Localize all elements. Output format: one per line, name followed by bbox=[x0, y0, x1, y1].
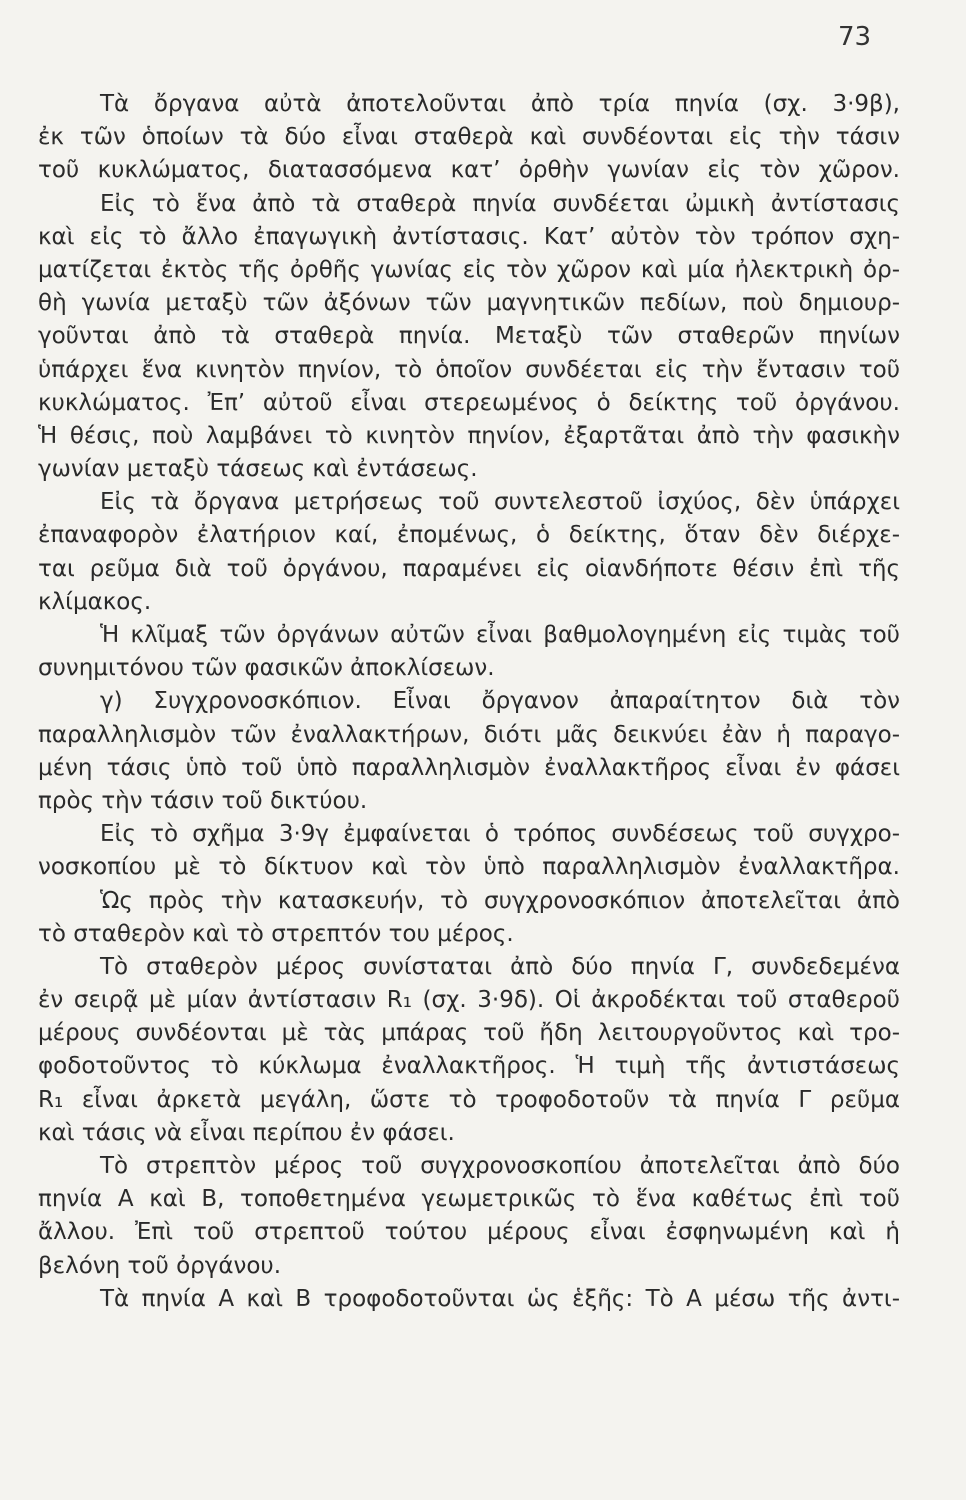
text-line: μέρους συνδέονται μὲ τὰς μπάρας τοῦ ἤδη λειτουργοῦντος καὶ τρο- bbox=[38, 1020, 900, 1047]
text-line: Εἰς τὸ ἕνα ἀπὸ τὰ σταθερὰ πηνία συνδέεται ὠμικὴ ἀντίστασις bbox=[100, 190, 900, 217]
text-line: Ἡ κλῖμαξ τῶν ὀργάνων αὐτῶν εἶναι βαθμολογημένη εἰς τιμὰς τοῦ bbox=[100, 622, 900, 648]
text-line: παραλληλισμὸν τῶν ἐναλλακτήρων, διότι μᾶς δεικνύει ἐὰν ἡ παραγο- bbox=[38, 721, 900, 748]
text-line: κλίμακος. bbox=[38, 588, 152, 615]
text-line: θὴ γωνία μεταξὺ τῶν ἀξόνων τῶν μαγνητικῶν πεδίων, ποὺ δημιουρ- bbox=[38, 290, 900, 317]
text-line: μένη τάσις ὑπὸ τοῦ ὑπὸ παραλληλισμὸν ἐναλλακτῆρος εἶναι ἐν φάσει bbox=[38, 754, 900, 781]
section-heading-line: γ) Συγχρονοσκόπιον. Εἶναι ὄργανον ἀπαραίτητον διὰ τὸν bbox=[100, 688, 900, 715]
text-line: πηνία Α καὶ Β, τοποθετημένα γεωμετρικῶς τὸ ἕνα καθέτως ἐπὶ τοῦ bbox=[38, 1186, 900, 1213]
text-line: ἐπαναφορὸν ἐλατήριον καί, ἐπομένως, ὁ δείκτης, ὅταν δὲν διέρχε- bbox=[38, 522, 900, 549]
text-line: βελόνη τοῦ ὀργάνου. bbox=[38, 1252, 282, 1279]
text-line: Εἰς τὸ σχῆμα 3·9γ ἐμφαίνεται ὁ τρόπος συνδέσεως τοῦ συγχρο- bbox=[100, 821, 900, 848]
text-line: νοσκοπίου μὲ τὸ δίκτυον καὶ τὸν ὑπὸ παραλληλισμὸν ἐναλλακτῆρα. bbox=[38, 854, 900, 881]
text-line: ματίζεται ἐκτὸς τῆς ὀρθῆς γωνίας εἰς τὸν χῶρον καὶ μία ἠλεκτρικὴ ὀρ- bbox=[38, 256, 900, 283]
text-line: συνημιτόνου τῶν φασικῶν ἀποκλίσεων. bbox=[38, 655, 495, 682]
text-line: Εἰς τὰ ὄργανα μετρήσεως τοῦ συντελεστοῦ ἰσχύος, δὲν ὑπάρχει bbox=[100, 489, 900, 516]
page-number: 73 bbox=[838, 22, 872, 52]
text-line: Ἡ θέσις, ποὺ λαμβάνει τὸ κινητὸν πηνίον, ἐξαρτᾶται ἀπὸ τὴν φασικὴν bbox=[38, 422, 900, 449]
text-line: γωνίαν μεταξὺ τάσεως καὶ ἐντάσεως. bbox=[38, 456, 478, 483]
text-line: πρὸς τὴν τάσιν τοῦ δικτύου. bbox=[38, 787, 368, 814]
text-line: τοῦ κυκλώματος, διατασσόμενα κατ’ ὀρθὴν γωνίαν εἰς τὸν χῶρον. bbox=[38, 157, 900, 184]
text-line: καὶ τάσις νὰ εἶναι περίπου ἐν φάσει. bbox=[38, 1119, 455, 1146]
text-line: κυκλώματος. Ἐπ’ αὐτοῦ εἶναι στερεωμένος ὁ δείκτης τοῦ ὀργάνου. bbox=[38, 389, 900, 416]
text-line: Τὸ σταθερὸν μέρος συνίσταται ἀπὸ δύο πηνία Γ, συνδεδεμένα bbox=[100, 953, 900, 980]
page-text bbox=[38, 88, 900, 1316]
text-line: φοδοτοῦντος τὸ κύκλωμα ἐναλλακτῆρος. Ἡ τιμὴ τῆς ἀντιστάσεως bbox=[38, 1053, 900, 1080]
text-line: Τὰ ὄργανα αὐτὰ ἀποτελοῦνται ἀπὸ τρία πηνία (σχ. 3·9β), bbox=[100, 91, 900, 117]
text-line: ὑπάρχει ἕνα κινητὸν πηνίον, τὸ ὁποῖον συνδέεται εἰς τὴν ἔντασιν τοῦ bbox=[38, 356, 900, 383]
text-line: ται ρεῦμα διὰ τοῦ ὀργάνου, παραμένει εἰς οἱανδήποτε θέσιν ἐπὶ τῆς bbox=[38, 555, 900, 582]
text-line: ἐκ τῶν ὁποίων τὰ δύο εἶναι σταθερὰ καὶ συνδέονται εἰς τὴν τάσιν bbox=[38, 124, 900, 151]
text-line: τὸ σταθερὸν καὶ τὸ στρεπτόν του μέρος. bbox=[38, 920, 514, 947]
text-line: ἄλλου. Ἐπὶ τοῦ στρεπτοῦ τούτου μέρους εἶναι ἐσφηνωμένη καὶ ἡ bbox=[38, 1219, 900, 1246]
text-line: R₁ εἶναι ἀρκετὰ μεγάλη, ὥστε τὸ τροφοδοτοῦν τὰ πηνία Γ ρεῦμα bbox=[38, 1086, 900, 1113]
text-line: Ὡς πρὸς τὴν κατασκευήν, τὸ συγχρονοσκόπιον ἀποτελεῖται ἀπὸ bbox=[100, 887, 900, 914]
text-line: Τὰ πηνία Α καὶ Β τροφοδοτοῦνται ὡς ἑξῆς: Τὸ Α μέσω τῆς ἀντι- bbox=[100, 1285, 900, 1312]
text-line: Τὸ στρεπτὸν μέρος τοῦ συγχρονοσκοπίου ἀποτελεῖται ἀπὸ δύο bbox=[100, 1153, 900, 1179]
text-line: ἐν σειρᾷ μὲ μίαν ἀντίστασιν R₁ (σχ. 3·9δ). Οἱ ἀκροδέκται τοῦ σταθεροῦ bbox=[38, 987, 900, 1014]
text-line: γοῦνται ἀπὸ τὰ σταθερὰ πηνία. Μεταξὺ τῶν σταθερῶν πηνίων bbox=[38, 323, 900, 350]
text-line: καὶ εἰς τὸ ἄλλο ἐπαγωγικὴ ἀντίστασις. Κατ’ αὐτὸν τὸν τρόπον σχη- bbox=[38, 223, 900, 250]
